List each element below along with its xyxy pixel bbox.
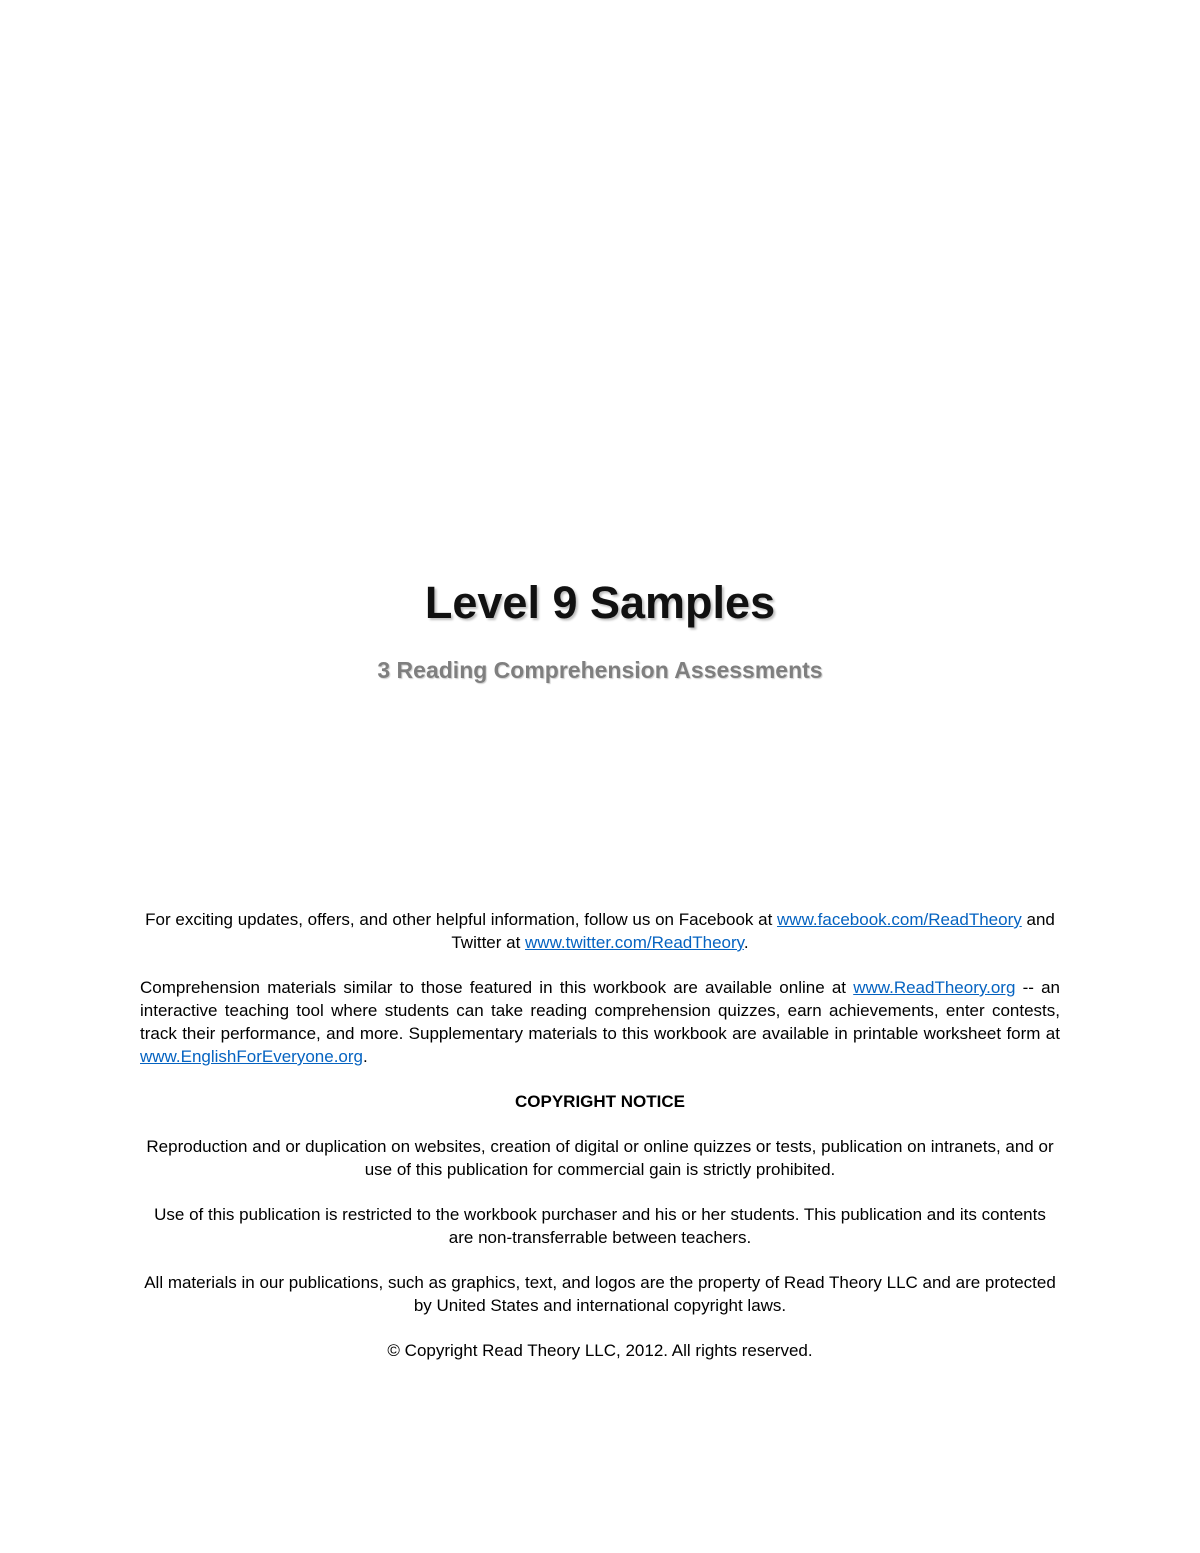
materials-text-after: . bbox=[362, 1047, 368, 1066]
page-title: Level 9 Samples bbox=[424, 577, 776, 628]
copyright-heading: COPYRIGHT NOTICE bbox=[514, 1092, 685, 1111]
materials-text-before: Comprehension materials similar to those featured in this workbook are available online at bbox=[140, 978, 854, 997]
copyright-paragraph-property: All materials in our publications, such as graphics, text, and logos are the property of Read Theory LLC and are protected by United States and international copyright laws. bbox=[144, 1273, 1056, 1315]
twitter-link[interactable]: www.twitter.com/ReadTheory bbox=[525, 933, 744, 952]
page-subtitle: 3 Reading Comprehension Assessments bbox=[377, 657, 823, 683]
follow-text-middle: and Twitter at bbox=[451, 910, 1055, 952]
follow-paragraph bbox=[140, 908, 1060, 954]
follow-text-before: For exciting updates, offers, and other helpful information, follow us on Facebook at bbox=[145, 910, 778, 929]
materials-text-middle: -- an interactive teaching tool where students can take reading comprehension quizzes, earn achievements, enter contests, track their performance, and more. Supplementary materials to this workbook are available in printable worksheet form at bbox=[140, 978, 1060, 1043]
facebook-link[interactable]: www.facebook.com/ReadTheory bbox=[777, 910, 1022, 929]
copyright-paragraph-use: Use of this publication is restricted to the workbook purchaser and his or her students. This publication and its contents are non-transferrable between teachers. bbox=[154, 1205, 1046, 1247]
info-section bbox=[140, 908, 1060, 1384]
copyright-paragraph-reproduction: Reproduction and or duplication on websites, creation of digital or online quizzes or tests, publication on intranets, and or use of this publication for commercial gain is strictly prohibited. bbox=[146, 1137, 1054, 1179]
materials-paragraph bbox=[140, 976, 1060, 1068]
follow-text-after: . bbox=[743, 933, 749, 952]
readtheory-link[interactable]: www.ReadTheory.org bbox=[853, 978, 1016, 997]
copyright-footer: © Copyright Read Theory LLC, 2012. All rights reserved. bbox=[387, 1341, 813, 1360]
englishforeveryone-link[interactable]: www.EnglishForEveryone.org bbox=[140, 1047, 363, 1066]
